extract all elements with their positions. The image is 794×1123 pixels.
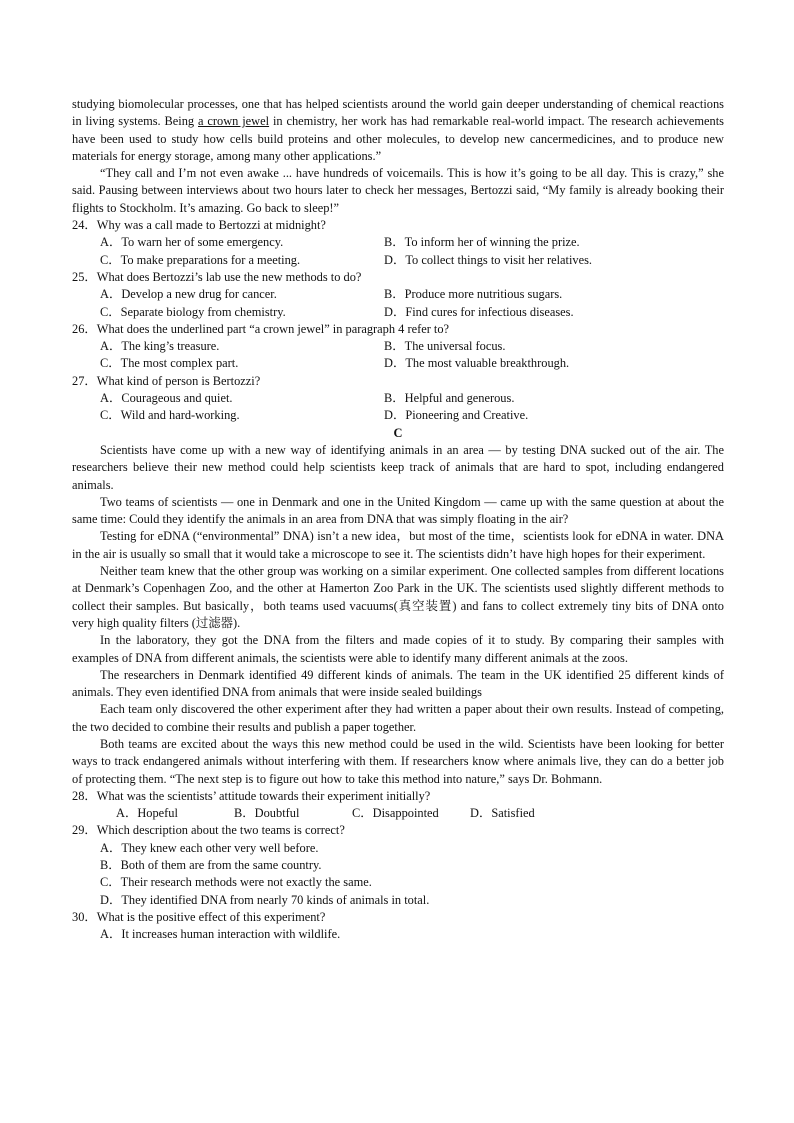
question-stem: 25．What does Bertozzi’s lab use the new methods to do? [72,269,362,284]
option-c: C．The most complex part. [100,356,239,371]
question-options [72,338,724,373]
passage-c-paragraph: Testing for eDNA (“environmental” DNA) isn’t a new idea，but most of the time，scientists look for eDNA in water. DNA in the air is usually so small that it would take a microscope to see it. The scientists didn’t have high hopes for their experiment. [72,529,724,561]
question-stem: 30．What is the positive effect of this experiment? [72,909,326,924]
option-a: A．Courageous and quiet. [100,391,233,406]
question-options [72,286,724,321]
option-a: A．It increases human interaction with wildlife. [100,927,341,942]
question-29 [72,822,724,908]
option-d: D．The most valuable breakthrough. [384,356,570,371]
exam-page [72,96,724,944]
question-options [72,840,724,909]
passage-c-paragraph: Neither team knew that the other group was working on a similar experiment. One collected samples from different locations at Denmark’s Copenhagen Zoo, and the other at Hamerton Zoo Park in the UK. The scientists used slightly different methods to collect their samples. But basically，both teams used vacuums(真空装置) and fans to collect extremely tiny bits of DNA onto very high quality filters (过滤器). [72,564,724,630]
option-b: B．To inform her of winning the prize. [384,235,580,250]
passage-c-paragraph: Scientists have come up with a new way of identifying animals in an area — by testing DNA sucked out of the air. The researchers believe their new method could help scientists keep track of animals that are hard to spot, including endangered animals. [72,442,724,492]
question-stem: 26．What does the underlined part “a crown jewel” in paragraph 4 refer to? [72,321,450,336]
underlined-phrase: a crown jewel [198,114,270,129]
question-24 [72,217,724,269]
question-27 [72,373,724,425]
question-options [72,926,724,943]
question-stem: 28．What was the scientists’ attitude towards their experiment initially? [72,788,431,803]
option-d: D．Find cures for infectious diseases. [384,304,574,319]
passage-c-paragraph: Two teams of scientists — one in Denmark and one in the United Kingdom — came up with the same question at about the same time: Could they identify the animals in an area from DNA that was simply floating in the air? [72,494,724,527]
option-d: D．To collect things to visit her relatives. [384,252,593,267]
option-c: C．Disappointed [352,806,439,821]
option-c: C．Their research methods were not exactly the same. [100,875,372,890]
option-a: A．The king’s treasure. [100,339,220,354]
question-options [72,234,724,269]
option-b: B．Helpful and generous. [384,391,515,406]
passage-c-paragraph: Each team only discovered the other experiment after they had written a paper about their own results. Instead of competing, the two decided to combine their results and publish a paper together. [72,702,724,734]
option-b: B．Both of them are from the same country. [100,858,322,873]
option-c: C．Wild and hard-working. [100,408,240,423]
option-c: C．To make preparations for a meeting. [100,252,301,267]
passage-c-paragraph: In the laboratory, they got the DNA from the filters and made copies of it to study. By comparing their samples with examples of DNA from different animals, the scientists were able to identify many different animals at the zoos. [72,633,724,665]
question-28 [72,788,724,823]
option-a: A．Develop a new drug for cancer. [100,287,277,302]
question-25 [72,269,724,321]
option-a: A．To warn her of some emergency. [100,235,284,250]
question-options [72,390,724,425]
question-stem: 27．What kind of person is Bertozzi? [72,373,261,388]
question-30 [72,909,724,944]
passage-c-paragraph: The researchers in Denmark identified 49 different kinds of animals. The team in the UK identified 25 different kinds of animals. They even identified DNA from animals that were inside sealed buildings [72,667,724,700]
question-stem: 29．Which description about the two teams is correct? [72,823,345,838]
option-d: D．They identified DNA from nearly 70 kinds of animals in total. [100,892,430,907]
option-b: B．Doubtful [234,806,300,821]
section-c-heading: C [393,425,403,440]
option-a: A．Hopeful [116,806,178,821]
passage-b-paragraph-last: “They call and I’m not even awake ... have hundreds of voicemails. This is how it’s going to be all day. This is crazy,” she said. Pausing between interviews about two hours later to check her messages, Bertozzi said, “My family is already booking their flights to Stockholm. It’s amazing. Go back to sleep!” [72,166,724,215]
passage-c-paragraph: Both teams are excited about the ways this new method could be used in the wild. Scientists have been looking for better ways to track endangered animals without interfering with them. If researchers know where animals live, they can do a better job of protecting them. “The next step is to figure out how to take this method into nature,” says Dr. Bohmann. [72,736,724,786]
question-stem: 24．Why was a call made to Bertozzi at midnight? [72,218,326,233]
option-a: A．They knew each other very well before. [100,840,319,855]
option-b: B．The universal focus. [384,339,506,354]
option-d: D．Pioneering and Creative. [384,408,529,423]
option-b: B．Produce more nutritious sugars. [384,287,563,302]
option-c: C．Separate biology from chemistry. [100,304,286,319]
passage-b-paragraph-continued: studying biomolecular processes, one that has helped scientists around the world gain deeper understanding of chemical reactions in living systems. Being a crown jewel in chemistry, her work has had remarkable real-world impact. The research achievements have been used to study how cells build proteins and other molecules, to develop new cancermedicines, and to produce new materials for energy storage, among many other applications.” [72,97,724,163]
option-d: D．Satisfied [470,806,535,821]
question-options [72,805,724,822]
question-26 [72,321,724,373]
